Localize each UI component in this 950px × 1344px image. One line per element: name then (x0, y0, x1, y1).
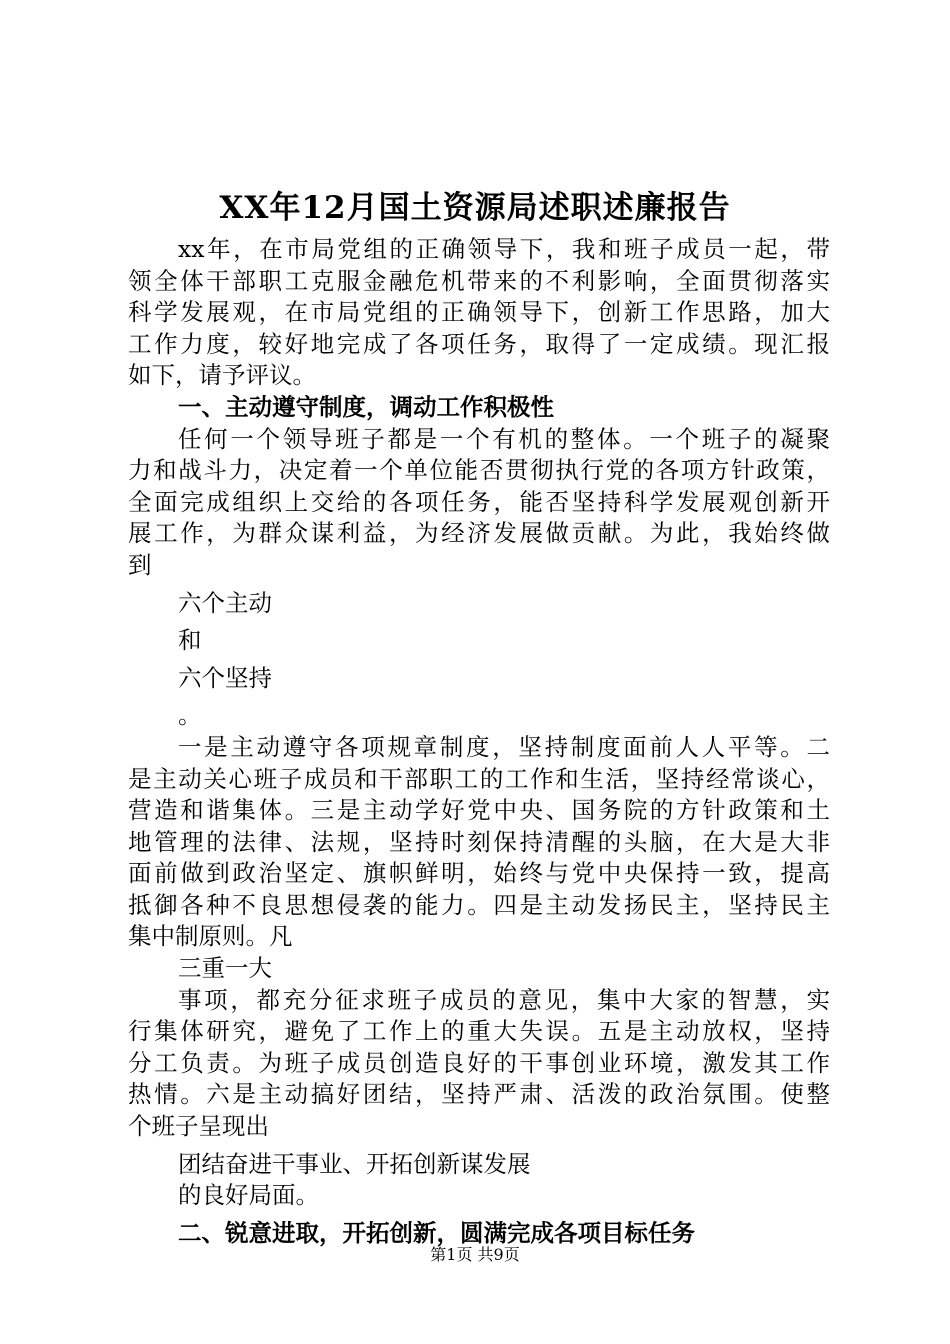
paragraph-line: 个班子呈现出 (128, 1112, 269, 1141)
paragraph-line: 抵御各种不良思想侵袭的能力。四是主动发扬民主，坚持民主 (128, 890, 830, 919)
paragraph-line: 六个主动 (178, 588, 272, 617)
paragraph-line: 事项，都充分征求班子成员的意见，集中大家的智慧，实 (178, 985, 830, 1014)
paragraph-line: 分工负责。为班子成员创造良好的干事创业环境，激发其工作 (128, 1048, 830, 1077)
paragraph-line: 面前做到政治坚定、旗帜鲜明，始终与党中央保持一致，提高 (128, 859, 830, 888)
paragraph-line: 如下，请予评议。 (128, 361, 316, 390)
paragraph-line: 全面完成组织上交给的各项任务，能否坚持科学发展观创新开 (128, 487, 830, 516)
paragraph-line: 展工作，为群众谋利益，为经济发展做贡献。为此，我始终做 (128, 519, 830, 548)
paragraph-line: 热情。六是主动搞好团结，坚持严肃、活泼的政治氛围。使整 (128, 1080, 830, 1109)
paragraph-line: 和 (178, 626, 202, 655)
paragraph-line: 领全体干部职工克服金融危机带来的不利影响，全面贯彻落实 (128, 266, 830, 295)
paragraph-line: 科学发展观，在市局党组的正确领导下，创新工作思路，加大 (128, 298, 830, 327)
document-body (128, 234, 830, 1249)
paragraph-line: 任何一个领导班子都是一个有机的整体。一个班子的凝聚 (178, 424, 830, 453)
paragraph-line: 。 (178, 701, 202, 730)
paragraph-line: 工作力度，较好地完成了各项任务，取得了一定成绩。现汇报 (128, 329, 830, 358)
paragraph-line: 力和战斗力，决定着一个单位能否贯彻执行党的各项方针政策， (128, 456, 830, 485)
paragraph-line: 集中制原则。凡 (128, 922, 293, 951)
section-heading-1: 一、主动遵守制度，调动工作积极性 (178, 392, 554, 421)
paragraph-line: 到 (128, 550, 152, 579)
paragraph-line: 六个坚持 (178, 663, 272, 692)
section-heading-2: 二、锐意进取，开拓创新，圆满完成各项目标任务 (178, 1218, 695, 1247)
document-title: XX年12月国土资源局述职述廉报告 (219, 190, 731, 226)
paragraph-line: 的良好局面。 (178, 1181, 319, 1210)
paragraph-line: 一是主动遵守各项规章制度，坚持制度面前人人平等。二 (178, 732, 830, 761)
paragraph-line: 行集体研究，避免了工作上的重大失误。五是主动放权，坚持 (128, 1017, 830, 1046)
paragraph-line: 团结奋进干事业、开拓创新谋发展 (178, 1149, 531, 1178)
paragraph-line: xx年，在市局党组的正确领导下，我和班子成员一起，带 (178, 235, 830, 263)
page-number-footer: 第1页 共9页 (430, 1245, 520, 1264)
paragraph-line: 营造和谐集体。三是主动学好党中央、国务院的方针政策和土 (128, 796, 830, 825)
paragraph-line: 三重一大 (178, 954, 272, 983)
paragraph-line: 地管理的法律、法规，坚持时刻保持清醒的头脑，在大是大非 (128, 827, 830, 856)
paragraph-line: 是主动关心班子成员和干部职工的工作和生活，坚持经常谈心， (128, 764, 830, 793)
